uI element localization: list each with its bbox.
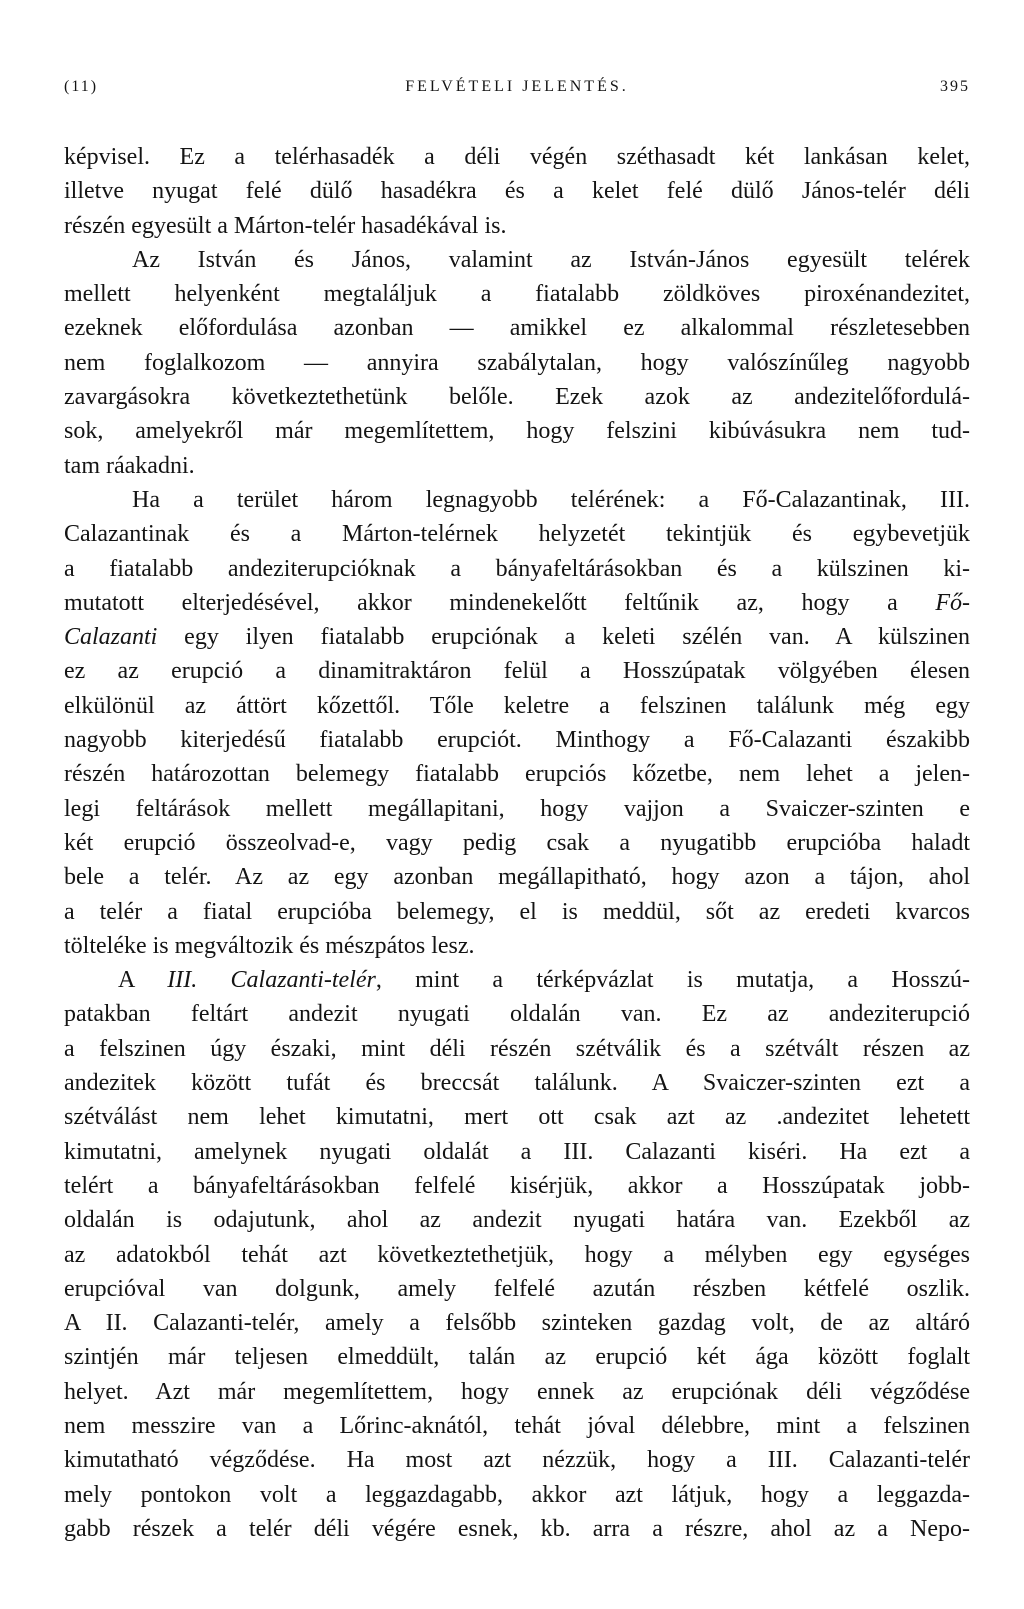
text-line: nem foglalkozom — annyira szabálytalan, hogy valószínűleg nagyobb (64, 349, 970, 376)
text-line: Calazantinak és a Márton-telérnek helyzetét tekintjük és egybevetjük (64, 521, 970, 548)
text-line: ezeknek előfordulása azonban — amikkel ez alkalommal részletesebben (64, 315, 970, 342)
text-line: részén határozottan belemegy fiatalabb erupciós kőzetbe, nem lehet a jelen- (64, 761, 970, 788)
text-line: A III. Calazanti-telér, mint a térképvázlat is mutatja, a Hosszú- (118, 967, 970, 994)
text-line: nagyobb kiterjedésű fiatalabb erupciót. Minthogy a Fő-Calazanti északibb (64, 727, 970, 754)
text-line: kimutatni, amelynek nyugati oldalát a III. Calazanti kiséri. Ha ezt a (64, 1138, 970, 1165)
text-line: a telér a fiatal erupcióba belemegy, el is meddül, sőt az eredeti kvarcos (64, 898, 970, 925)
text-line: két erupció összeolvad-e, vagy pedig csak a nyugatibb erupcióba haladt (64, 829, 970, 856)
body-text (64, 140, 970, 1546)
text-line: Az István és János, valamint az István-János egyesült telérek (132, 246, 970, 273)
page-number: 395 (940, 78, 970, 95)
text-line: A II. Calazanti-telér, amely a felsőbb szinteken gazdag volt, de az altáró (64, 1310, 970, 1337)
text-line: Ha a terület három legnagyobb telérének: a Fő-Calazantinak, III. (132, 486, 970, 513)
text-line: elkülönül az áttört kőzettől. Tőle keletre a felszinen találunk még egy (64, 692, 970, 719)
text-line: az adatokból tehát azt következtethetjük, hogy a mélyben egy egységes (64, 1241, 970, 1268)
text-line: szétválást nem lehet kimutatni, mert ott csak azt az .andezitet lehetett (64, 1104, 970, 1131)
text-line: erupcióval van dolgunk, amely felfelé azután részben kétfelé oszlik. (64, 1275, 970, 1302)
text-line: képvisel. Ez a telérhasadék a déli végén széthasadt két lankásan kelet, (64, 144, 970, 170)
text-line: mutatott elterjedésével, akkor mindenekelőtt feltűnik az, hogy a Fő- (64, 589, 970, 616)
text-line: patakban feltárt andezit nyugati oldalán van. Ez az andeziterupció (64, 1001, 970, 1028)
text-line: a felszinen úgy északi, mint déli részén szétválik és a szétvált részen az (64, 1035, 970, 1062)
running-header (64, 72, 970, 102)
text-line: illetve nyugat felé dülő hasadékra és a kelet felé dülő János-telér déli (64, 178, 970, 205)
italic-term: Calazanti (64, 624, 158, 651)
text-line: ez az erupció a dinamitraktáron felül a Hosszúpatak völgyében élesen (64, 658, 970, 685)
text-line: oldalán is odajutunk, ahol az andezit nyugati határa van. Ezekből az (64, 1207, 970, 1234)
text-line: tölteléke is megváltozik és mészpátos lesz. (64, 932, 475, 959)
text-line: mely pontokon volt a leggazdagabb, akkor azt látjuk, hogy a leggazda- (64, 1481, 970, 1508)
text-line: zavargásokra következtethetünk belőle. Ezek azok az andezitelőfordulá- (64, 384, 970, 411)
text-line: telért a bányafeltárásokban felfelé kisérjük, akkor a Hosszúpatak jobb- (64, 1172, 970, 1199)
text-line: nem messzire van a Lőrinc-aknától, tehát jóval délebbre, mint a felszinen (64, 1412, 970, 1439)
italic-term: III. Calazanti-telér (167, 967, 376, 994)
text-line: szintjén már teljesen elmeddült, talán az erupció két ága között foglalt (64, 1344, 970, 1371)
text-line: andezitek között tufát és breccsát találunk. A Svaiczer-szinten ezt a (64, 1070, 970, 1097)
text-line: tam ráakadni. (64, 452, 195, 479)
chapter-number: (11) (64, 78, 99, 95)
text-line: sok, amelyekről már megemlítettem, hogy felszini kibúvásukra nem tud- (64, 418, 970, 445)
text-line: gabb részek a telér déli végére esnek, kb. arra a részre, ahol az a Nepo- (64, 1515, 970, 1542)
text-line: kimutatható végződése. Ha most azt nézzük, hogy a III. Calazanti-telér (64, 1447, 970, 1474)
text-line: legi feltárások mellett megállapitani, hogy vajjon a Svaiczer-szinten e (64, 795, 970, 822)
text-line: a fiatalabb andeziterupcióknak a bányafeltárásokban és a külszinen ki- (64, 555, 970, 582)
text-line: bele a telér. Az az egy azonban megállapitható, hogy azon a tájon, ahol (64, 864, 970, 891)
running-title: FELVÉTELI JELENTÉS. (405, 78, 629, 95)
italic-term: Fő- (935, 589, 970, 616)
text-line: mellett helyenként megtaláljuk a fiatalabb zöldköves piroxénandezitet, (64, 281, 970, 308)
text-line: részén egyesült a Márton-telér hasadékával is. (64, 212, 507, 239)
text-line: helyet. Azt már megemlítettem, hogy ennek az erupciónak déli végződése (64, 1378, 970, 1405)
text-line: Calazanti egy ilyen fiatalabb erupciónak a keleti szélén van. A külszinen (64, 624, 970, 651)
